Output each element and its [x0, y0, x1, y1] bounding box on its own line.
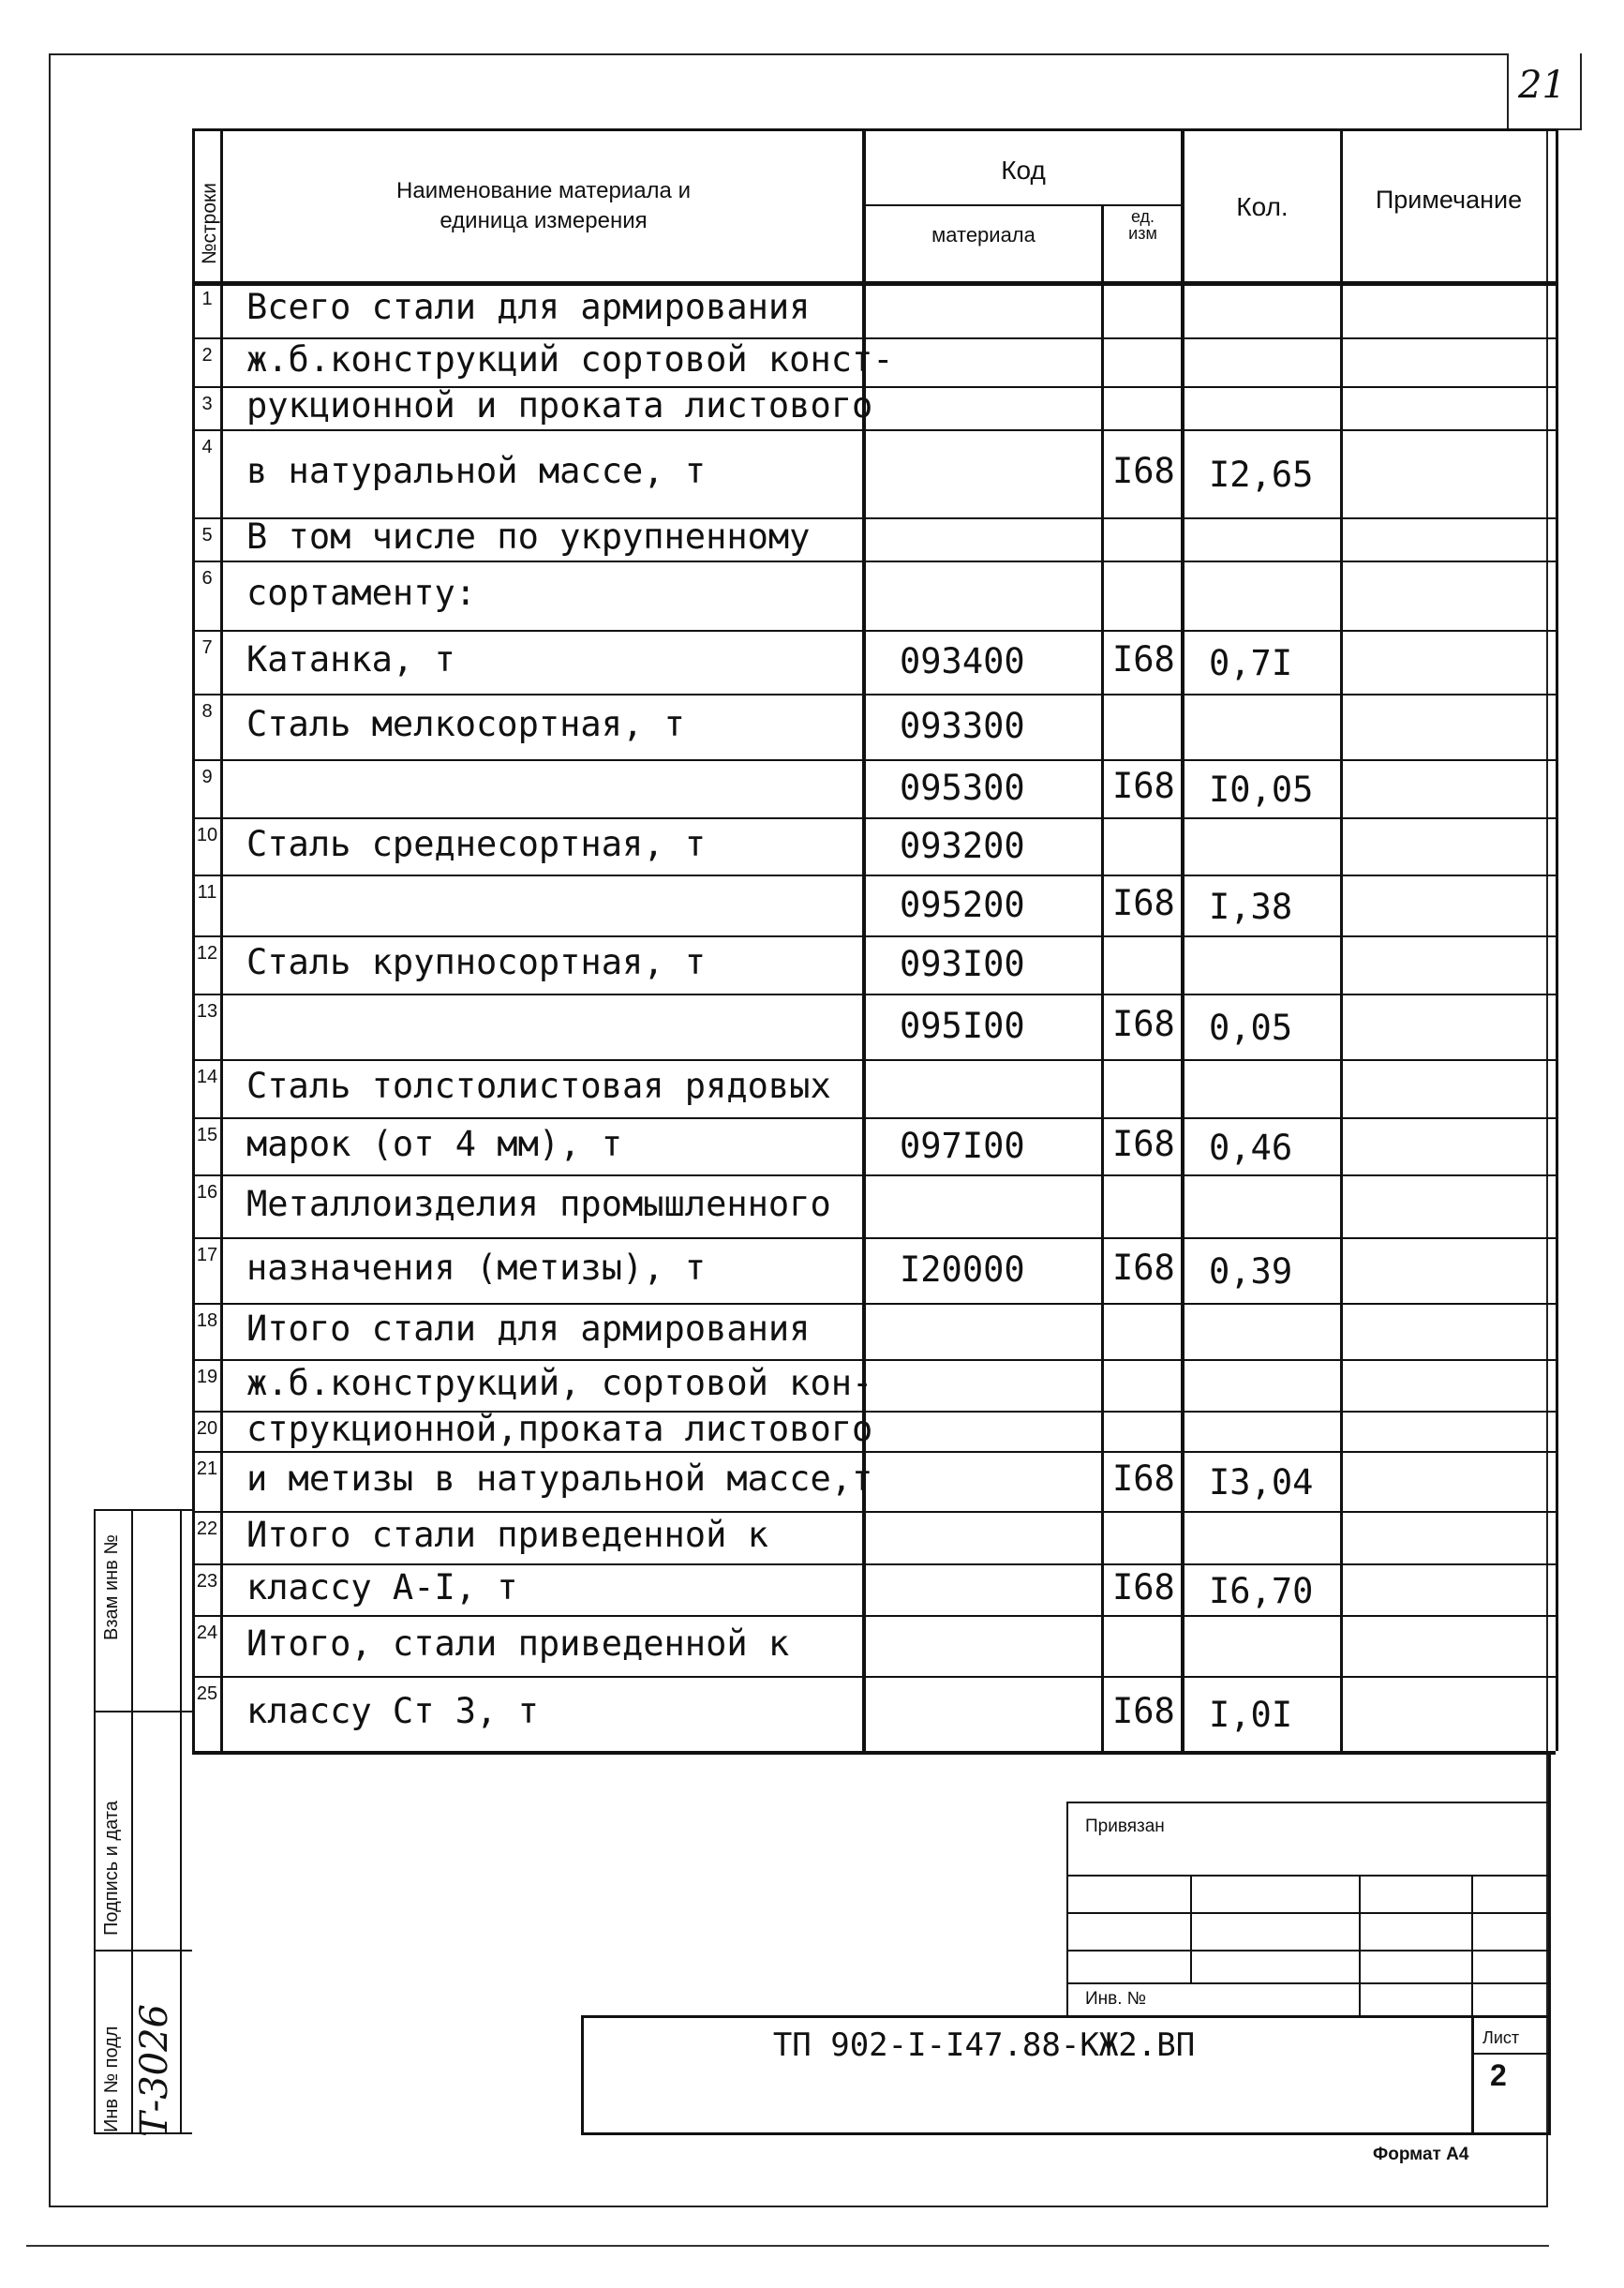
grid-line-horizontal [192, 875, 1556, 876]
row-name: марок (от 4 мм), т [246, 1123, 622, 1164]
header-code: Код [1001, 156, 1046, 185]
row-number: 23 [196, 1571, 218, 1592]
row-number: 15 [196, 1125, 218, 1145]
sheet-label: Лист [1482, 2028, 1520, 2047]
row-quantity: 0,46 [1209, 1127, 1293, 1168]
row-quantity: 0,05 [1209, 1008, 1293, 1048]
grid-line-horizontal [1066, 1875, 1551, 1877]
row-name: Металлоизделия промышленного [246, 1183, 831, 1224]
row-material-code: 093400 [900, 641, 1025, 681]
page-number: 21 [1518, 64, 1566, 107]
row-name: Сталь крупносортная, т [246, 942, 707, 982]
grid-line-vertical [1548, 1751, 1551, 2132]
row-name: ж.б.конструкций, сортовой кон- [246, 1362, 873, 1403]
header-qty: Кол. [1236, 192, 1289, 221]
row-name: и метизы в натуральной массе,т [246, 1458, 873, 1499]
grid-line-vertical [581, 2015, 584, 2132]
grid-line-vertical [180, 1509, 182, 2132]
row-number: 21 [196, 1458, 218, 1479]
row-number: 19 [196, 1367, 218, 1387]
grid-line-vertical [1101, 204, 1104, 1751]
row-quantity: 0,7I [1209, 643, 1293, 683]
grid-line-horizontal [1471, 2053, 1551, 2055]
row-name: классу Ст 3, т [246, 1691, 539, 1731]
header-name-unit: единица измерения [440, 208, 648, 233]
row-material-code: 095300 [900, 768, 1025, 808]
row-number: 11 [197, 882, 217, 903]
row-name: Всего стали для армирования [246, 287, 811, 327]
grid-line-horizontal [192, 817, 1556, 819]
row-unit-code: I68 [1112, 1458, 1175, 1499]
header-code-material: материала [931, 223, 1035, 247]
row-quantity: I6,70 [1209, 1570, 1314, 1611]
row-name: Итого стали для армирования [246, 1308, 811, 1349]
row-quantity: I,38 [1209, 886, 1293, 927]
trim-line [26, 2245, 1549, 2247]
grid-line-horizontal [1066, 1950, 1551, 1952]
grid-line-horizontal [192, 935, 1556, 937]
row-material-code: 095I00 [900, 1006, 1025, 1046]
grid-line-vertical [192, 128, 195, 1751]
row-number: 13 [196, 1001, 218, 1022]
row-name: классу А-I, т [246, 1566, 518, 1608]
row-unit-code: I68 [1112, 1566, 1175, 1608]
grid-line-horizontal [192, 561, 1556, 562]
grid-line-horizontal [192, 694, 1556, 695]
grid-line-horizontal [581, 2132, 1551, 2135]
grid-line-horizontal [192, 281, 1556, 286]
sheet-number: 2 [1490, 2058, 1507, 2092]
row-number: 24 [196, 1623, 218, 1643]
grid-line-vertical [1556, 128, 1558, 1751]
row-unit-code: I68 [1112, 1123, 1175, 1164]
grid-line-horizontal [192, 759, 1556, 761]
row-material-code: 095200 [900, 884, 1025, 925]
row-name: струкционной,проката листового [246, 1408, 873, 1449]
grid-line-vertical [1471, 2015, 1474, 2132]
grid-line-horizontal [192, 1117, 1556, 1119]
row-unit-code: I68 [1112, 766, 1175, 806]
grid-line-horizontal [94, 1950, 192, 1952]
row-number: 8 [201, 701, 213, 722]
row-material-code: 093200 [900, 825, 1025, 866]
grid-line-vertical [1359, 1875, 1361, 2015]
row-quantity: I0,05 [1209, 770, 1314, 810]
row-material-code: I20000 [900, 1249, 1025, 1290]
row-unit-code: I68 [1112, 639, 1175, 680]
row-number: 5 [201, 525, 213, 546]
row-number: 4 [201, 437, 213, 457]
row-name: в натуральной массе, т [246, 451, 707, 491]
header-row-number: №строки [199, 183, 220, 264]
grid-line-horizontal [192, 1303, 1556, 1305]
row-unit-code: I68 [1112, 451, 1175, 491]
row-name: Катанка, т [246, 639, 455, 680]
row-name: Сталь мелкосортная, т [246, 704, 685, 744]
row-name: Итого стали приведенной к [246, 1515, 768, 1555]
row-number: 18 [196, 1310, 218, 1331]
format-label: Формат А4 [1373, 2145, 1469, 2164]
grid-line-vertical [1471, 1875, 1473, 2015]
row-name: Сталь среднесортная, т [246, 823, 707, 864]
row-material-code: 093I00 [900, 944, 1025, 984]
grid-line-horizontal [192, 1676, 1556, 1678]
row-number: 10 [196, 825, 218, 845]
header-note: Примечание [1375, 186, 1523, 214]
row-quantity: I,0I [1209, 1695, 1293, 1735]
row-number: 2 [201, 345, 213, 366]
side-inv-label: Инв № подл [101, 2026, 122, 2132]
row-unit-code: I68 [1112, 1248, 1175, 1288]
header-code-unit: ед. изм [1128, 207, 1157, 243]
header-name: Наименование материала и [396, 178, 691, 203]
stamp-privyazan: Привязан [1085, 1817, 1165, 1836]
grid-line-horizontal [581, 2015, 1551, 2018]
row-quantity: I2,65 [1209, 455, 1314, 495]
row-number: 7 [201, 637, 213, 658]
grid-line-horizontal [192, 1451, 1556, 1453]
grid-line-horizontal [94, 1509, 192, 1511]
grid-line-horizontal [192, 1751, 1551, 1754]
grid-line-horizontal [862, 204, 1181, 206]
row-number: 9 [201, 767, 213, 787]
row-material-code: 093300 [900, 706, 1025, 746]
row-number: 20 [196, 1418, 218, 1439]
row-name: рукционной и проката листового [246, 385, 873, 426]
row-number: 3 [201, 394, 213, 414]
side-inv-value: Т-3026 [133, 2004, 176, 2137]
row-quantity: I3,04 [1209, 1462, 1314, 1503]
row-number: 1 [201, 289, 213, 309]
grid-line-horizontal [192, 1359, 1556, 1361]
row-name: назначения (метизы), т [246, 1248, 707, 1288]
grid-line-horizontal [94, 1711, 192, 1712]
row-name: сортаменту: [246, 573, 477, 613]
row-name: Сталь толстолистовая рядовых [246, 1066, 831, 1106]
row-name: В том числе по укрупненному [246, 516, 811, 557]
side-signature-label: Подпись и дата [101, 1801, 122, 1936]
grid-line-horizontal [192, 429, 1556, 431]
stamp-inv-no: Инв. № [1085, 1989, 1147, 2009]
row-number: 16 [196, 1182, 218, 1203]
row-number: 6 [201, 568, 213, 589]
row-number: 14 [196, 1067, 218, 1087]
grid-line-horizontal [1066, 1982, 1551, 1984]
grid-line-vertical [94, 1509, 96, 2132]
grid-line-horizontal [192, 1511, 1556, 1513]
row-unit-code: I68 [1112, 1004, 1175, 1044]
grid-line-horizontal [1066, 1912, 1551, 1914]
grid-line-horizontal [192, 1059, 1556, 1061]
side-vzam-label: Взам инв № [101, 1534, 122, 1640]
row-unit-code: I68 [1112, 882, 1175, 923]
grid-line-horizontal [192, 1563, 1556, 1565]
grid-line-vertical [1181, 128, 1184, 1751]
row-name: Итого, стали приведенной к [246, 1623, 790, 1664]
grid-line-horizontal [192, 1237, 1556, 1239]
row-unit-code: I68 [1112, 1691, 1175, 1731]
row-number: 25 [196, 1683, 218, 1704]
grid-line-vertical [1340, 128, 1343, 1751]
grid-line-horizontal [192, 994, 1556, 995]
row-number: 22 [196, 1518, 218, 1539]
row-number: 17 [196, 1245, 218, 1265]
grid-line-horizontal [192, 1174, 1556, 1176]
grid-line-horizontal [1066, 1802, 1551, 1803]
row-material-code: 097I00 [900, 1125, 1025, 1166]
grid-line-horizontal [192, 1615, 1556, 1617]
grid-line-horizontal [192, 630, 1556, 632]
row-number: 12 [196, 943, 218, 964]
row-name: ж.б.конструкций сортовой конст- [246, 339, 894, 380]
grid-line-vertical [220, 128, 223, 1751]
document-code: ТП 902-I-I47.88-КЖ2.ВП [772, 2026, 1196, 2064]
grid-line-vertical [1190, 1875, 1192, 1982]
row-quantity: 0,39 [1209, 1251, 1293, 1292]
grid-line-horizontal [192, 128, 1556, 131]
